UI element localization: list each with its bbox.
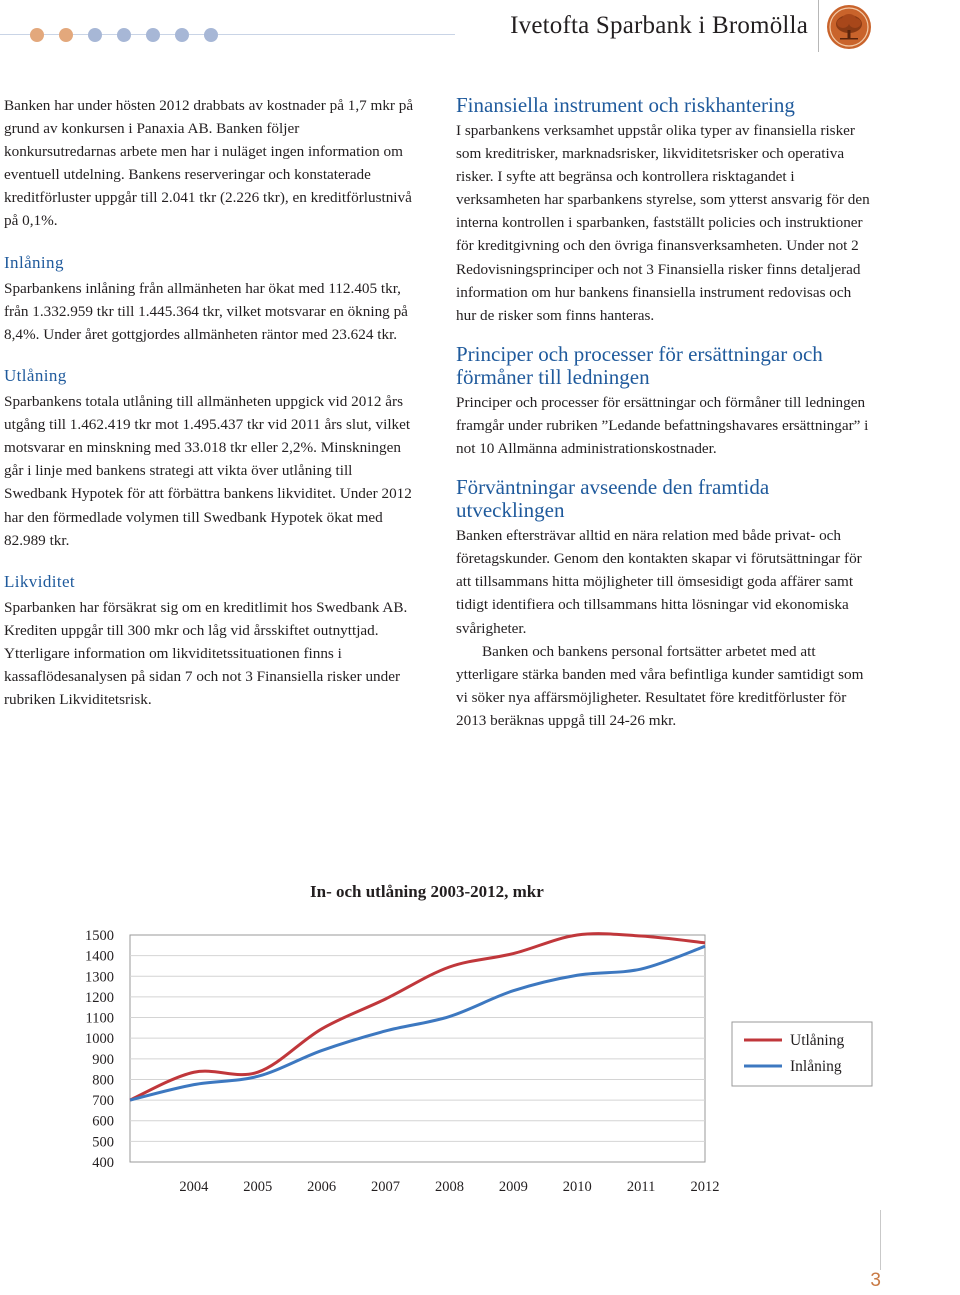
section-heading: Likviditet: [4, 571, 76, 591]
section-heading: Principer och processer för ersättningar och förmåner till ledningen: [456, 341, 823, 389]
legend-label: Inlåning: [790, 1058, 842, 1075]
x-tick-label: 2008: [434, 1179, 464, 1195]
x-tick-label: 2009: [498, 1179, 528, 1195]
x-tick-label: 2010: [562, 1179, 592, 1195]
margin-mark: [880, 1210, 881, 1270]
x-tick-label: 2007: [371, 1179, 401, 1195]
left-column: [4, 94, 414, 711]
header-dot: [175, 28, 189, 42]
y-tick-label: 700: [92, 1093, 114, 1110]
y-tick-label: 900: [92, 1051, 114, 1068]
section-paragraph: Sparbankens totala utlåning till allmänheten uppgick vid 2012 års utgång till 1.462.419 tkr mot 1.495.437 tkr vid 2011 års slut, vilket motsvarar en minskning med 33.018 tkr eller 2,2%. Minskningen går i linje med bankens strategi att vikta över utlåning till Swedbank Hypotek för att förbättra bankens likviditet. Under 2012 har den förmedlade volymen till Swedbank Hypotek ökat med 82.989 tkr.: [4, 393, 412, 549]
section-paragraph: Sparbankens inlåning från allmänheten har ökat med 112.405 tkr, från 1.332.959 tkr till 1.445.364 tkr, vilket motsvarar en ökning på 8,4%. Under året gottgjordes allmänheten räntor med 23.624 tkr.: [4, 279, 408, 343]
section-paragraph: Banken och bankens personal fortsätter arbetet med att ytterligare stärka banden med våra befintliga kunder samtidigt som vi söker nya affärsmöjligheter. Resultatet före kreditförluster för 2013 beräknas uppgå till 24-26 mkr.: [456, 642, 864, 729]
chart-title: In- och utlåning 2003-2012, mkr: [310, 882, 544, 901]
x-tick-label: 2006: [307, 1179, 337, 1195]
y-tick-label: 400: [92, 1155, 114, 1171]
header-dot: [204, 28, 218, 42]
y-tick-label: 1500: [85, 928, 114, 944]
header-dot: [146, 28, 160, 42]
header-dot: [117, 28, 131, 42]
section-heading: Inlåning: [4, 252, 64, 272]
bank-title: Ivetofta Sparbank i Bromölla: [510, 12, 808, 39]
plot-area: [130, 935, 705, 1162]
header-dot: [59, 28, 73, 42]
y-tick-label: 1100: [85, 1010, 114, 1027]
loan-deposit-chart: [60, 915, 890, 1215]
x-tick-label: 2005: [243, 1179, 273, 1195]
section-heading: Förväntningar avseende den framtida utvecklingen: [456, 475, 770, 523]
y-tick-label: 1000: [85, 1031, 114, 1048]
right-column: [456, 94, 870, 732]
section-paragraph: Banken eftersträvar alltid en nära relation med både privat- och företagskunder. Genom den kontakten skapar vi förutsättningar för att tillsammans hitta möjligheter till ömsesidigt goda affärer samt tidigt identifiera och tillsammans hitta lösningar vid ekonomiska svårigheter.: [456, 527, 862, 637]
page-number: 3: [870, 1270, 881, 1291]
y-tick-label: 800: [92, 1072, 114, 1089]
section-paragraph: Principer och processer för ersättningar och förmåner till ledningen framgår under rubriken ”Ledande befattningshavares ersättningar” i not 10 Allmänna administrationskostnader.: [456, 393, 869, 458]
section-heading: Finansiella instrument och riskhantering: [456, 93, 795, 117]
section-heading: Utlåning: [4, 365, 67, 385]
section-paragraph: Sparbanken har försäkrat sig om en kreditlimit hos Swedbank AB. Krediten uppgår till 300 mkr och låg vid årsskiftet outnyttjad. Ytterligare information om likviditetssituationen finns i kassaflödesanalysen på sidan 7 och not 3 Finansiella risker under rubriken Likviditetsrisk.: [4, 598, 408, 709]
y-tick-label: 1400: [85, 948, 114, 965]
y-tick-label: 1200: [85, 989, 114, 1006]
x-tick-label: 2004: [179, 1179, 209, 1195]
header-divider: [818, 0, 819, 52]
header-dot: [30, 28, 44, 42]
y-tick-label: 600: [92, 1113, 114, 1130]
oak-tree-logo-icon: [826, 4, 872, 50]
x-tick-label: 2012: [690, 1179, 720, 1195]
y-tick-label: 500: [92, 1134, 114, 1151]
intro-paragraph: Banken har under hösten 2012 drabbats av kostnader på 1,7 mkr på grund av konkursen i Panaxia AB. Banken följer konkursutredarnas arbete men har i nuläget ingen information om eventuell utdelning. Bankens reserveringar och konstaterade kreditförluster uppgår till 2.041 tkr (2.226 tkr), en kreditförlustnivå på 0,1%.: [4, 97, 414, 230]
header-dot: [88, 28, 102, 42]
header-dots: [0, 22, 470, 48]
section-paragraph: I sparbankens verksamhet uppstår olika typer av finansiella risker som kreditrisker, marknadsrisker, likviditetsrisker och operativa risker. I syfte att begränsa och kontrollera risktagandet i verksamheten har sparbankens styrelse, som ytterst ansvarig för den interna kontrollen i sparbanken, fastställt policies och instruktioner för kreditgivning och den övriga finansverksamheten. Under not 2 Redovisningsprinciper och not 3 Finansiella risker finns detaljerad information om hur bankens finansiella instrument redovisas och hur de risker som finns hanteras.: [456, 122, 870, 324]
x-tick-label: 2011: [626, 1179, 656, 1195]
legend-label: Utlåning: [790, 1032, 845, 1049]
y-tick-label: 1300: [85, 969, 114, 986]
